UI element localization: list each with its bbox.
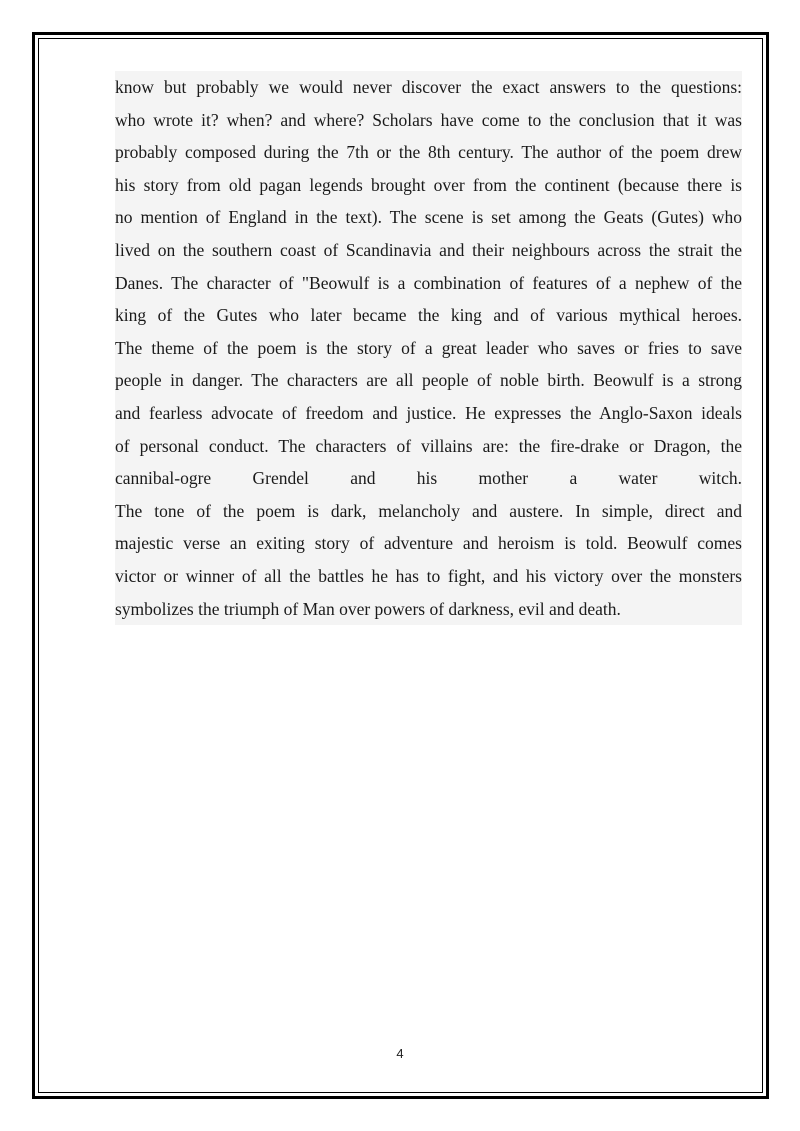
text-line: who wrote it? when? and where? Scholars have come to the conclusion that it was [115,109,742,130]
body-text [115,71,742,625]
text-line: lived on the southern coast of Scandinavia and their neighbours across the strait the [115,239,742,260]
text-line: majestic verse an exiting story of adventure and heroism is told. Beowulf comes [115,533,742,554]
text-line: and fearless advocate of freedom and justice. He expresses the Anglo-Saxon ideals [115,402,742,423]
text-line: cannibal-ogre Grendel and his mother a water witch. [115,468,742,489]
text-line: no mention of England in the text). The scene is set among the Geats (Gutes) who [115,207,742,228]
text-line-last: symbolizes the triumph of Man over powers of darkness, evil and death. [115,598,621,619]
text-line: king of the Gutes who later became the king and of various mythical heroes. [115,305,742,326]
text-line: know but probably we would never discover the exact answers to the questions: [115,77,742,97]
text-line: The theme of the poem is the story of a great leader who saves or fries to save [115,337,742,358]
text-line: victor or winner of all the battles he has to fight, and his victory over the monsters [115,565,742,586]
page-number: 4 [396,1046,404,1061]
text-line: people in danger. The characters are all people of noble birth. Beowulf is a strong [115,370,742,391]
text-line: probably composed during the 7th or the 8th century. The author of the poem drew [115,142,742,163]
text-line: of personal conduct. The characters of villains are: the fire-drake or Dragon, the [115,435,742,456]
text-line: his story from old pagan legends brought over from the continent (because there is [115,174,742,195]
text-line: The tone of the poem is dark, melancholy and austere. In simple, direct and [115,500,742,521]
text-line: Danes. The character of "Beowulf is a combination of features of a nephew of the [115,272,742,293]
